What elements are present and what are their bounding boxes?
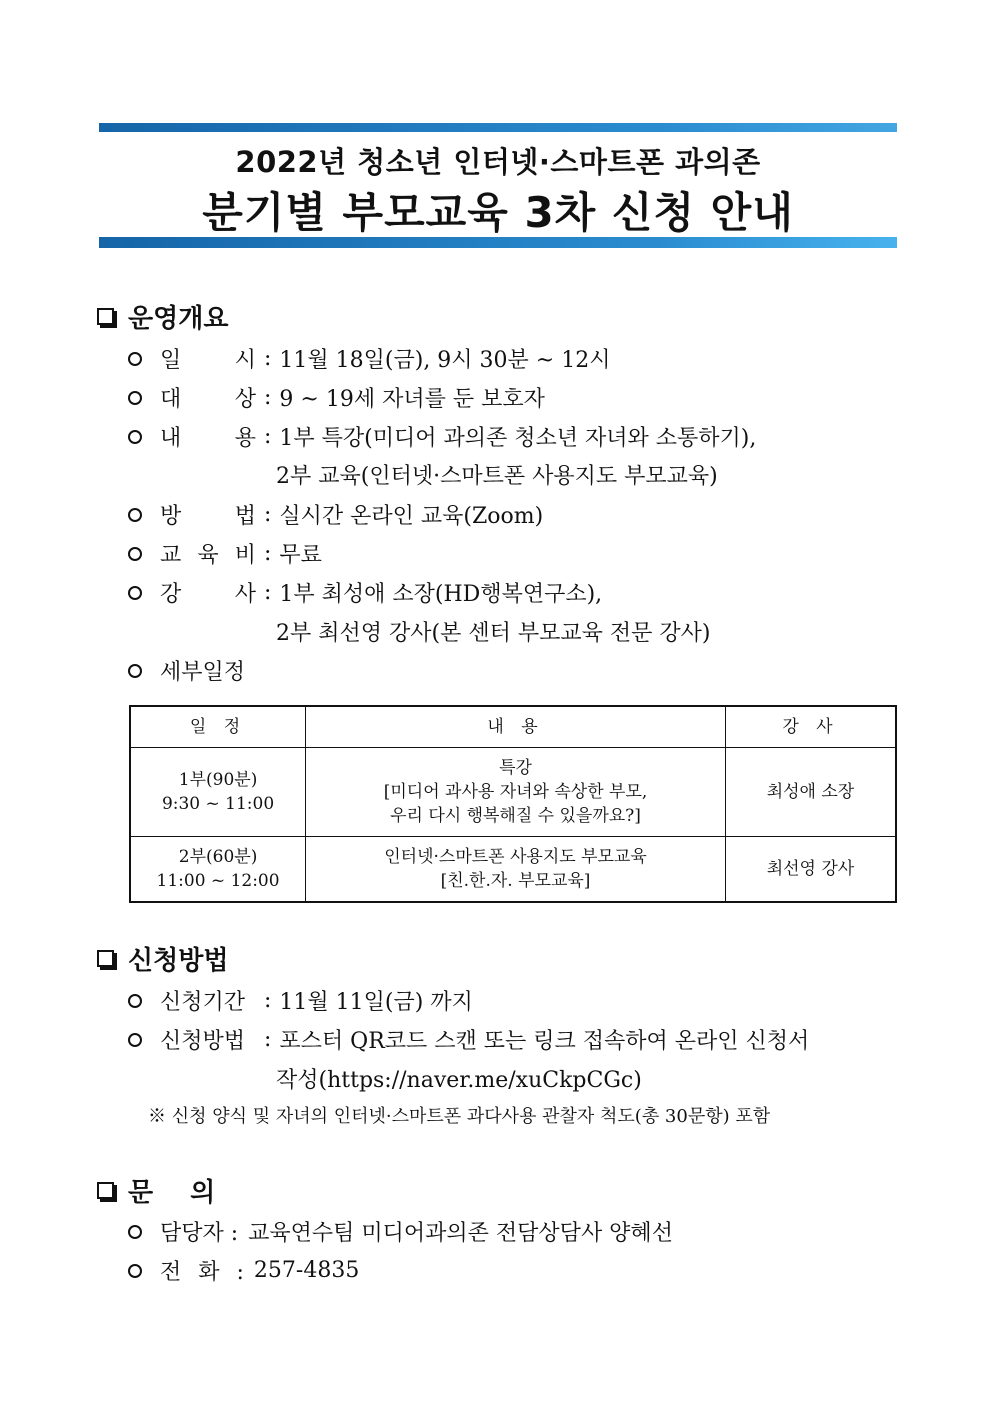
circle-bullet-icon (128, 664, 142, 678)
section-heading-overview: 운영개요 (97, 298, 228, 335)
application-note: ※ 신청 양식 및 자녀의 인터넷·스마트폰 과다사용 관찰자 척도(총 30문항) 포함 (148, 1106, 771, 1127)
application-method: 신청방법 : 포스터 QR코드 스캔 또는 링크 접속하여 온라인 신청서 (128, 1024, 809, 1055)
overview-item-method: 방 법 : 실시간 온라인 교육(Zoom) (128, 499, 543, 530)
circle-bullet-icon (128, 1033, 142, 1047)
checkbox-square-icon (97, 950, 114, 967)
circle-bullet-icon (128, 1264, 142, 1278)
section-heading-application: 신청방법 (97, 940, 228, 977)
overview-value: 9 ~ 19세 자녀를 둔 보호자 (279, 387, 545, 412)
contact-phone: 전 화 : 257-4835 (128, 1255, 359, 1286)
circle-bullet-icon (128, 508, 142, 522)
section-heading-inquiry: 문 의 (97, 1172, 215, 1209)
overview-value: 1부 최성애 소장(HD행복연구소), (279, 582, 603, 607)
circle-bullet-icon (128, 994, 142, 1008)
time-cell: 2부(60분) 11:00 ~ 12:00 (130, 837, 306, 903)
overview-value: 무료 (279, 543, 322, 568)
circle-bullet-icon (128, 391, 142, 405)
column-header: 내 용 (306, 706, 726, 748)
column-header: 일 정 (130, 706, 306, 748)
checkbox-square-icon (97, 1182, 114, 1199)
overview-value: 1부 특강(미디어 과의존 청소년 자녀와 소통하기), (279, 426, 757, 451)
table-row (130, 748, 896, 837)
application-link: 작성(https://naver.me/xuCkpCGc) (276, 1068, 642, 1093)
overview-value: 11월 18일(금), 9시 30분 ~ 12시 (279, 348, 611, 373)
circle-bullet-icon (128, 586, 142, 600)
overview-item-date: 일 시 : 11월 18일(금), 9시 30분 ~ 12시 (128, 343, 610, 374)
overview-item-fee: 교 육 비 : 무료 (128, 538, 322, 569)
column-header: 강 사 (725, 706, 896, 748)
top-decor-bar (99, 123, 897, 132)
instructor-cell: 최선영 강사 (725, 837, 896, 903)
content-cell: 특강 [미디어 과사용 자녀와 속상한 부모, 우리 다시 행복해질 수 있을까요?] (306, 748, 726, 837)
overview-value: 실시간 온라인 교육(Zoom) (279, 504, 544, 529)
instructor-cell: 최성애 소장 (725, 748, 896, 837)
table-row (130, 837, 896, 903)
circle-bullet-icon (128, 430, 142, 444)
application-period: 신청기간 : 11월 11일(금) 까지 (128, 985, 473, 1016)
circle-bullet-icon (128, 547, 142, 561)
circle-bullet-icon (128, 352, 142, 366)
schedule-table (129, 705, 897, 903)
bottom-decor-bar (99, 237, 897, 248)
checkbox-square-icon (97, 308, 114, 325)
doc-subtitle: 2022년 청소년 인터넷·스마트폰 과의존 (235, 145, 761, 179)
overview-item-detail: 세부일정 (128, 655, 245, 686)
circle-bullet-icon (128, 1225, 142, 1239)
overview-item-content: 내 용 : 1부 특강(미디어 과의존 청소년 자녀와 소통하기), (128, 421, 756, 452)
doc-title: 분기별 부모교육 3차 신청 안내 (202, 188, 794, 237)
overview-item-instructor: 강 사 : 1부 최성애 소장(HD행복연구소), (128, 577, 602, 608)
contact-person: 담당자 : 교육연수팀 미디어과의존 전담상담사 양혜선 (128, 1216, 673, 1247)
overview-value-cont: 2부 최선영 강사(본 센터 부모교육 전문 강사) (276, 621, 711, 646)
overview-value-cont: 2부 교육(인터넷·스마트폰 사용지도 부모교육) (276, 464, 718, 489)
table-header-row (130, 706, 896, 748)
content-cell: 인터넷·스마트폰 사용지도 부모교육 [친.한.자. 부모교육] (306, 837, 726, 903)
time-cell: 1부(90분) 9:30 ~ 11:00 (130, 748, 306, 837)
overview-item-target: 대 상 : 9 ~ 19세 자녀를 둔 보호자 (128, 382, 545, 413)
